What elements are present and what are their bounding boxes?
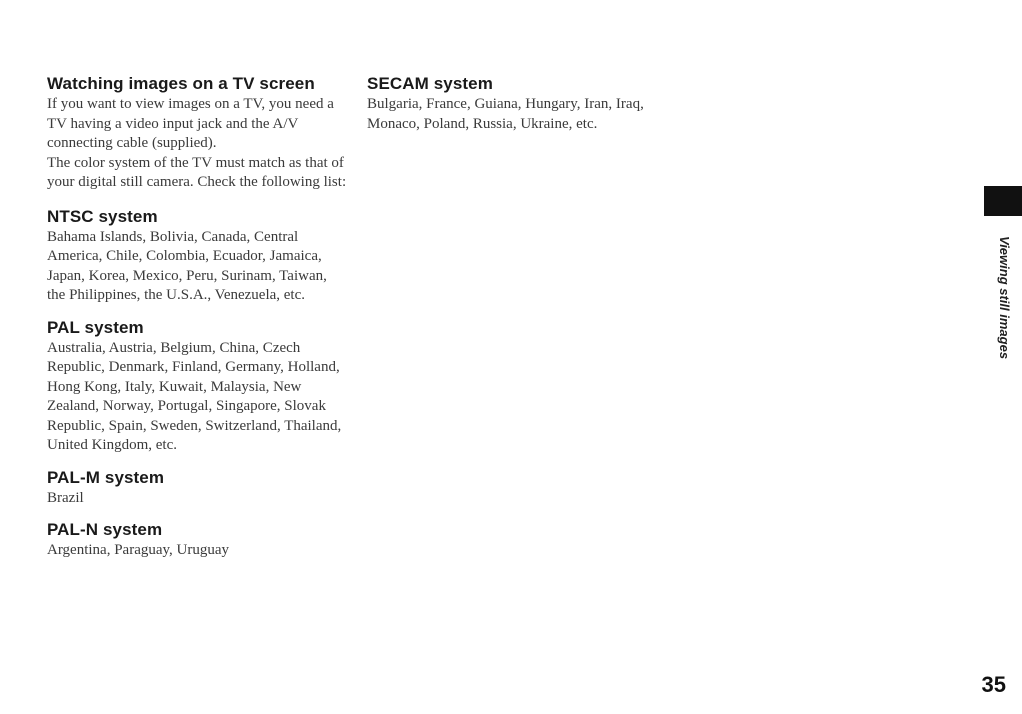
secam-heading: SECAM system (367, 74, 493, 93)
chapter-tab-marker (984, 186, 1022, 216)
pal-m-countries: Brazil (47, 489, 84, 506)
pal-n-section (47, 520, 347, 561)
tv-heading: Watching images on a TV screen (47, 74, 315, 93)
left-column (47, 74, 347, 573)
ntsc-heading: NTSC system (47, 206, 158, 226)
pal-n-countries: Argentina, Paraguay, Uruguay (47, 542, 230, 558)
pal-heading: PAL system (47, 317, 144, 337)
tv-paragraph-1: If you want to view images on a TV, you need a TV having a video input jack and the A/V connecting cable (supplied). (47, 96, 334, 151)
page-number: 35 (981, 672, 1006, 697)
ntsc-section (47, 207, 347, 306)
pal-n-heading: PAL-N system (47, 520, 163, 539)
secam-countries: Bulgaria, France, Guiana, Hungary, Iran, Iraq, Monaco, Poland, Russia, Ukraine, etc. (367, 96, 644, 132)
ntsc-countries: Bahama Islands, Bolivia, Canada, Central America, Chile, Colombia, Ecuador, Jamaica, Japan, Korea, Mexico, Peru, Surinam, Taiwan, the Philippines, the U.S.A., Venezuela, etc. (47, 228, 327, 303)
chapter-tab-label: Viewing still images (997, 236, 1012, 360)
tv-section (47, 74, 347, 193)
right-column (367, 74, 657, 146)
pal-countries: Australia, Austria, Belgium, China, Czech Republic, Denmark, Finland, Germany, Holland, Hong Kong, Italy, Kuwait, Malaysia, New Zealand, Norway, Portugal, Singapore, Slovak Republic, Spain, Sweden, Switzerland, Thailand, United Kingdom, etc. (47, 339, 342, 453)
pal-m-section (47, 468, 347, 509)
pal-section (47, 318, 347, 456)
tv-paragraph-2: The color system of the TV must match as that of your digital still camera. Check the following list: (47, 154, 347, 190)
secam-section (367, 74, 657, 134)
pal-m-heading: PAL-M system (47, 467, 165, 487)
